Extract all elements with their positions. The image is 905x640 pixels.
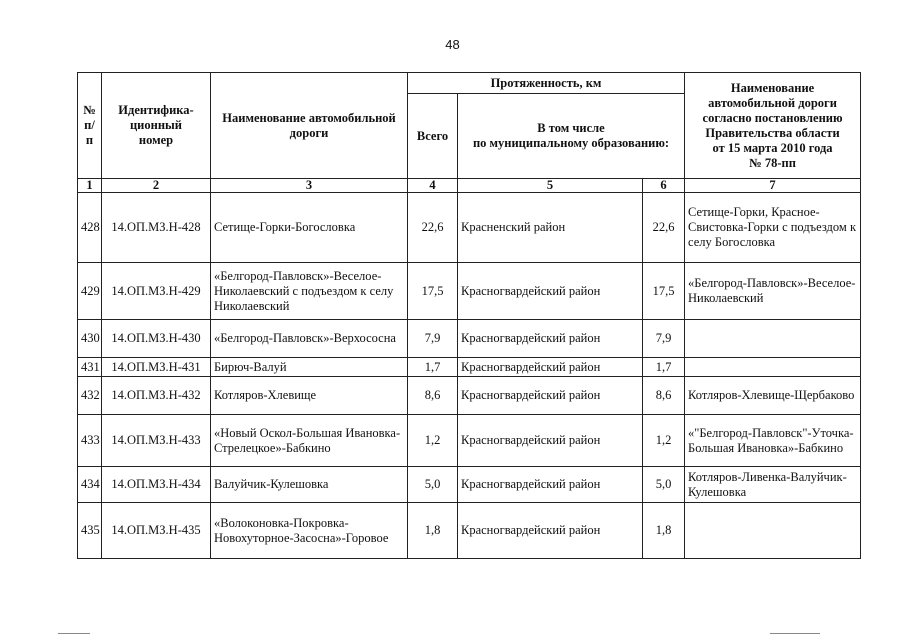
column-number: 1 (78, 179, 102, 193)
row-road-name: «Новый Оскол-Большая Ивановка-Стрелецкое»-Бабкино (211, 415, 408, 467)
row-district-km: 1,2 (643, 415, 685, 467)
header-row (78, 73, 861, 94)
header-total: Всего (408, 94, 458, 179)
column-number: 2 (102, 179, 211, 193)
row-num: 431 (78, 358, 102, 377)
row-district: Красногвардейский район (458, 263, 643, 320)
table-row (78, 467, 861, 503)
row-district-km: 5,0 (643, 467, 685, 503)
table-row (78, 320, 861, 358)
column-number: 5 (458, 179, 643, 193)
row-district: Красногвардейский район (458, 415, 643, 467)
row-old-name (685, 358, 861, 377)
header-num: № п/п (78, 73, 102, 179)
row-road-name: Валуйчик-Кулешовка (211, 467, 408, 503)
row-num: 428 (78, 193, 102, 263)
column-number: 3 (211, 179, 408, 193)
row-district-km: 1,7 (643, 358, 685, 377)
row-district-km: 17,5 (643, 263, 685, 320)
row-total-km: 7,9 (408, 320, 458, 358)
row-old-name: Сетище-Горки, Красное-Свистовка-Горки с подъездом к селу Богословка (685, 193, 861, 263)
row-id: 14.ОП.МЗ.Н-431 (102, 358, 211, 377)
row-num: 429 (78, 263, 102, 320)
row-id: 14.ОП.МЗ.Н-432 (102, 377, 211, 415)
row-total-km: 17,5 (408, 263, 458, 320)
row-road-name: Сетище-Горки-Богословка (211, 193, 408, 263)
row-road-name: Котляров-Хлевище (211, 377, 408, 415)
row-old-name: «"Белгород-Павловск"-Уточка-Большая Ивановка»-Бабкино (685, 415, 861, 467)
row-id: 14.ОП.МЗ.Н-429 (102, 263, 211, 320)
row-total-km: 1,7 (408, 358, 458, 377)
row-district: Красненский район (458, 193, 643, 263)
row-district-km: 8,6 (643, 377, 685, 415)
table-row (78, 193, 861, 263)
row-total-km: 1,2 (408, 415, 458, 467)
row-total-km: 1,8 (408, 503, 458, 559)
row-district: Красногвардейский район (458, 503, 643, 559)
row-total-km: 8,6 (408, 377, 458, 415)
column-number: 7 (685, 179, 861, 193)
row-id: 14.ОП.МЗ.Н-430 (102, 320, 211, 358)
column-number: 6 (643, 179, 685, 193)
row-road-name: Бирюч-Валуй (211, 358, 408, 377)
row-district: Красногвардейский район (458, 377, 643, 415)
row-num: 433 (78, 415, 102, 467)
row-num: 434 (78, 467, 102, 503)
row-total-km: 22,6 (408, 193, 458, 263)
row-old-name (685, 320, 861, 358)
column-number: 4 (408, 179, 458, 193)
roads-table (77, 72, 861, 559)
scan-artifact (770, 633, 820, 634)
row-id: 14.ОП.МЗ.Н-435 (102, 503, 211, 559)
header-resolution-name: Наименование автомобильной дороги согласно постановлению Правительства области от 15 марта 2010 года № 78-пп (685, 73, 861, 179)
row-id: 14.ОП.МЗ.Н-434 (102, 467, 211, 503)
row-old-name: «Белгород-Павловск»-Веселое-Николаевский (685, 263, 861, 320)
row-id: 14.ОП.МЗ.Н-433 (102, 415, 211, 467)
row-district-km: 22,6 (643, 193, 685, 263)
row-num: 432 (78, 377, 102, 415)
table-row (78, 503, 861, 559)
column-number-row (78, 179, 861, 193)
row-id: 14.ОП.МЗ.Н-428 (102, 193, 211, 263)
header-length: Протяженность, км (408, 73, 685, 94)
table-row (78, 263, 861, 320)
row-total-km: 5,0 (408, 467, 458, 503)
row-district-km: 7,9 (643, 320, 685, 358)
header-by-municipal: В том числе по муниципальному образованию: (458, 94, 685, 179)
row-old-name (685, 503, 861, 559)
row-road-name: «Белгород-Павловск»-Веселое-Николаевский с подъездом к селу Николаевский (211, 263, 408, 320)
row-district-km: 1,8 (643, 503, 685, 559)
page-number: 48 (445, 37, 460, 52)
scan-artifact (58, 633, 90, 634)
row-road-name: «Волоконовка-Покровка-Новохуторное-Засосна»-Горовое (211, 503, 408, 559)
row-district: Красногвардейский район (458, 358, 643, 377)
table-row (78, 358, 861, 377)
table-row (78, 415, 861, 467)
header-id: Идентифика- ционный номер (102, 73, 211, 179)
table-row (78, 377, 861, 415)
header-name: Наименование автомобильной дороги (211, 73, 408, 179)
row-num: 430 (78, 320, 102, 358)
row-num: 435 (78, 503, 102, 559)
row-district: Красногвардейский район (458, 320, 643, 358)
row-road-name: «Белгород-Павловск»-Верхососна (211, 320, 408, 358)
row-old-name: Котляров-Хлевище-Щербаково (685, 377, 861, 415)
row-old-name: Котляров-Ливенка-Валуйчик-Кулешовка (685, 467, 861, 503)
row-district: Красногвардейский район (458, 467, 643, 503)
